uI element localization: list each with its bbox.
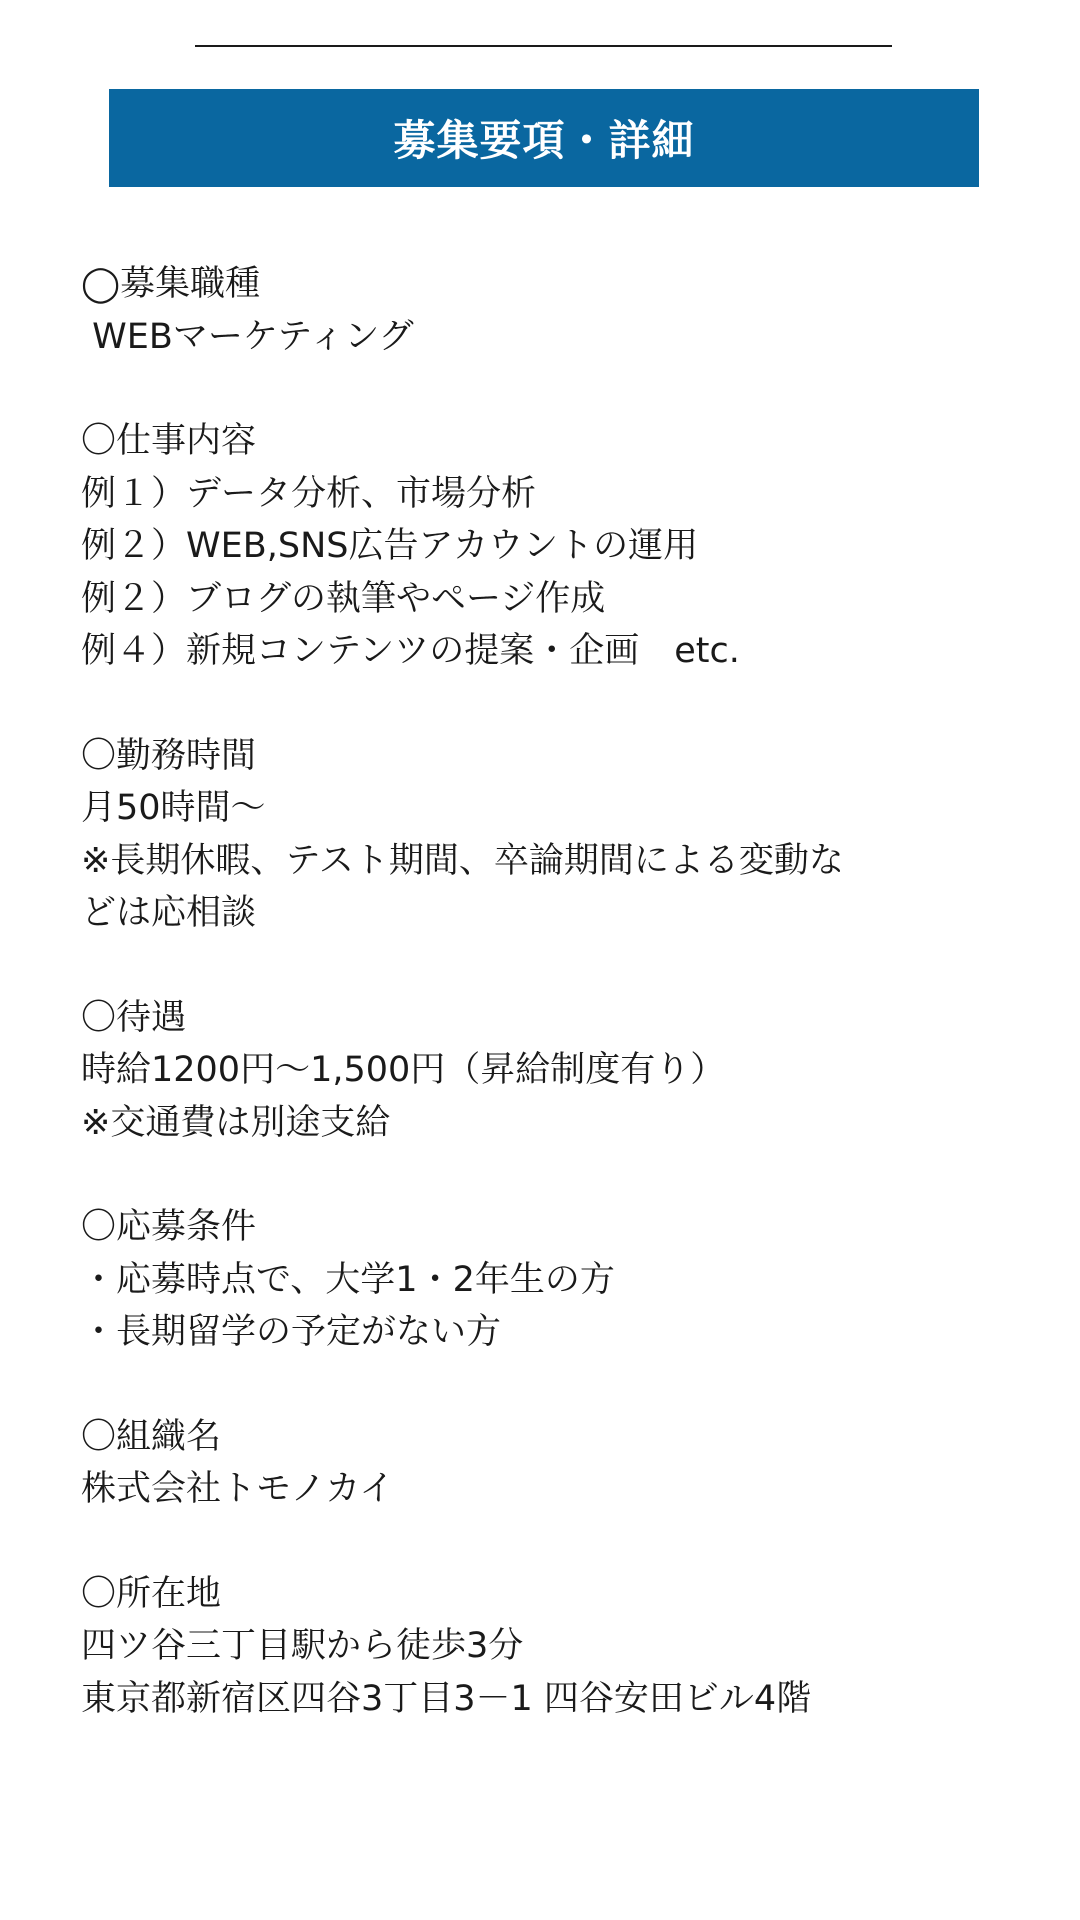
- section-heading: 〇勤務時間: [81, 735, 257, 776]
- section-compensation: [81, 992, 981, 1150]
- section-line: 時給1200円～1,500円（昇給制度有り）: [81, 1050, 726, 1090]
- section-job-type: [81, 258, 981, 363]
- section-working-hours: [81, 730, 981, 940]
- section-heading: 〇所在地: [81, 1573, 222, 1614]
- job-details: [81, 258, 981, 1777]
- section-line: 例１）データ分析、市場分析: [81, 473, 537, 514]
- page-title: 募集要項・詳細: [393, 116, 695, 165]
- section-line: 株式会社トモノカイ: [81, 1469, 395, 1509]
- section-line: 例２）ブログの執筆やページ作成: [81, 578, 606, 619]
- section-organization: [81, 1411, 981, 1516]
- section-heading: 〇組織名: [81, 1416, 222, 1457]
- section-requirements: [81, 1201, 981, 1359]
- section-heading: ◯募集職種: [81, 264, 261, 304]
- section-line: 例４）新規コンテンツの提案・企画 etc.: [81, 631, 740, 671]
- section-location: [81, 1568, 981, 1726]
- header-banner: [109, 89, 979, 187]
- section-job-description: [81, 415, 981, 678]
- section-line: 四ツ谷三丁目駅から徒歩3分: [81, 1626, 524, 1666]
- top-divider: [195, 45, 892, 47]
- section-line: 例２）WEB,SNS広告アカウントの運用: [81, 526, 699, 566]
- section-heading: 〇応募条件: [81, 1207, 257, 1247]
- section-line: ※長期休暇、テスト期間、卒論期間による変動な: [81, 840, 844, 881]
- section-line: どは応相談: [81, 893, 257, 933]
- section-line: ※交通費は別途支給: [81, 1102, 391, 1143]
- section-line: ・長期留学の予定がない方: [81, 1312, 502, 1352]
- section-line: 月50時間～: [81, 788, 266, 828]
- section-line: WEBマーケティング: [81, 316, 414, 357]
- section-heading: 〇待遇: [81, 997, 187, 1038]
- section-line: ・応募時点で、大学1・2年生の方: [81, 1259, 615, 1300]
- section-line: 東京都新宿区四谷3丁目3－1 四谷安田ビル4階: [81, 1678, 812, 1719]
- section-heading: 〇仕事内容: [81, 421, 257, 461]
